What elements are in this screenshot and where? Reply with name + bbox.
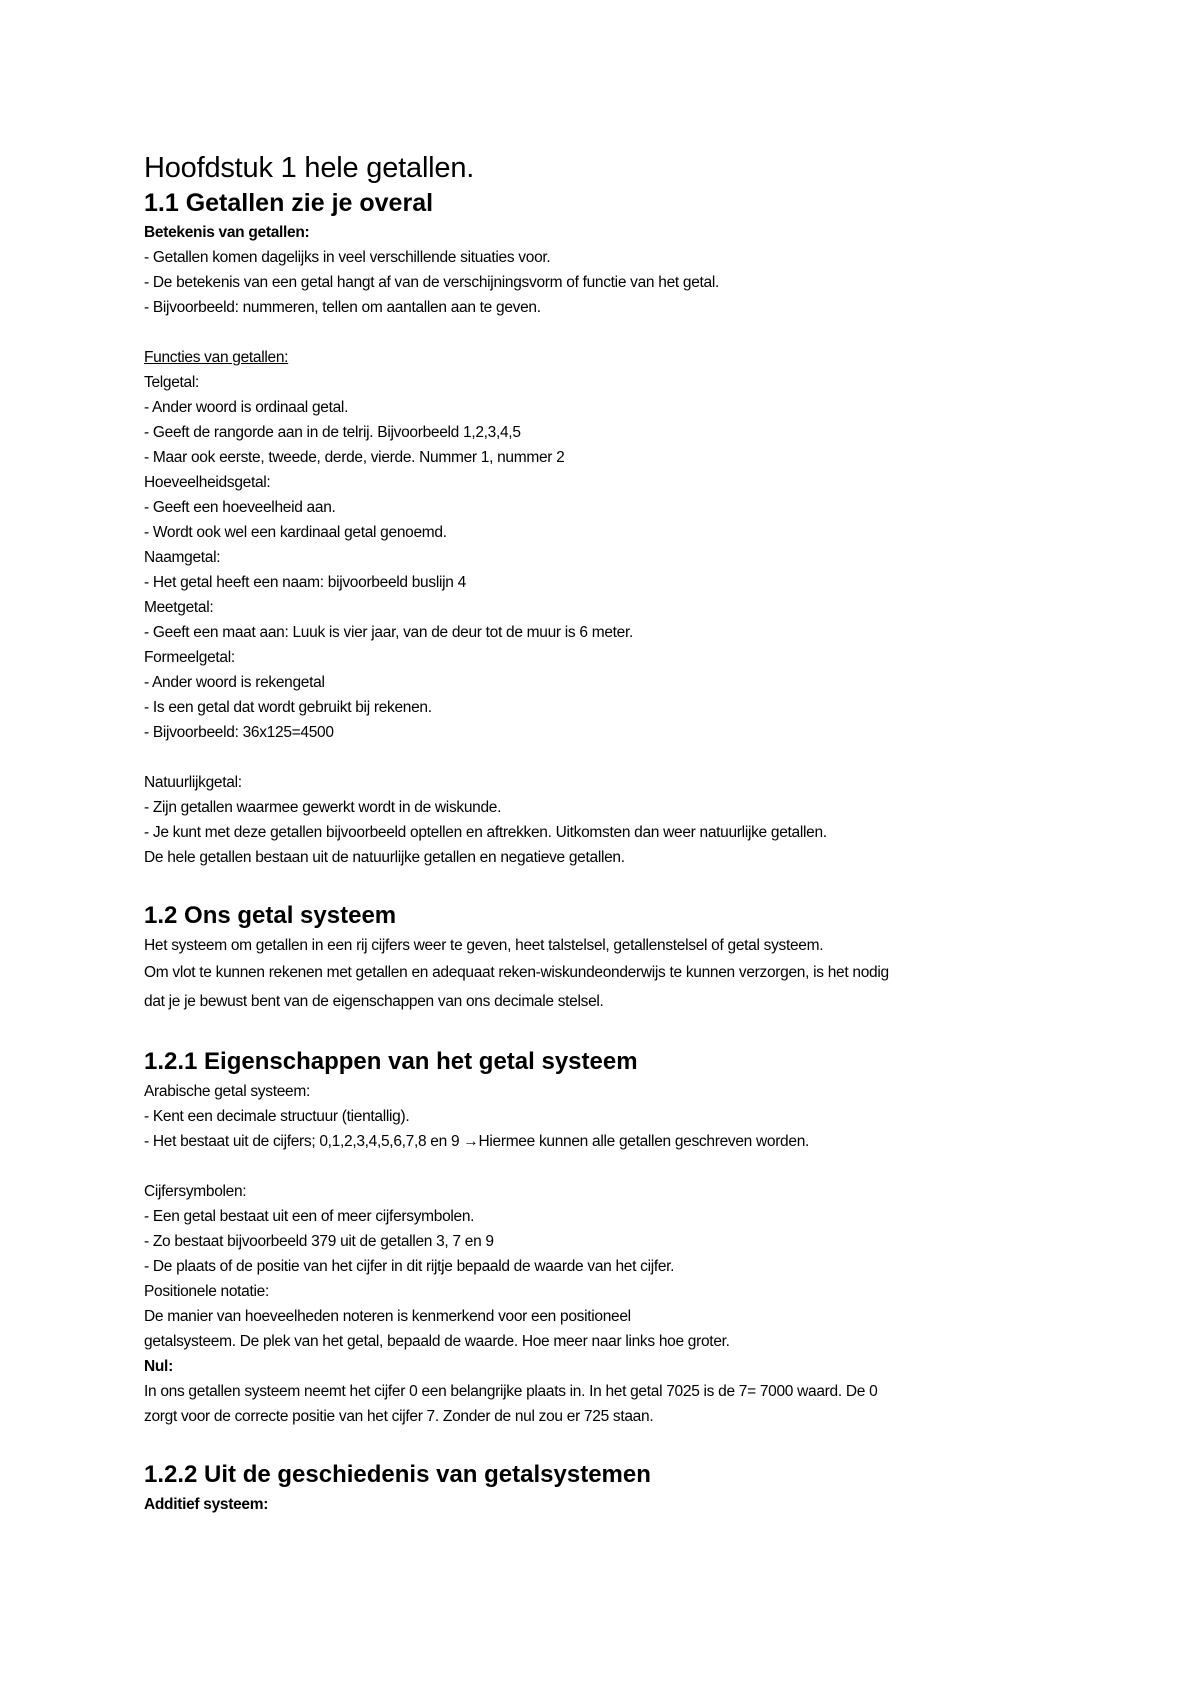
document-content xyxy=(144,150,1084,1517)
list-item: - Geeft een maat aan: Luuk is vier jaar, van de deur tot de muur is 6 meter. xyxy=(144,624,633,641)
spacer xyxy=(144,1429,1084,1458)
list-item: - Bijvoorbeeld: nummeren, tellen om aantallen aan te geven. xyxy=(144,299,541,316)
list-item: - Bijvoorbeeld: 36x125=4500 xyxy=(144,724,334,741)
label-meetgetal: Meetgetal: xyxy=(144,599,214,616)
label-hoeveelheidsgetal: Hoeveelheidsgetal: xyxy=(144,474,271,491)
list-item: - Geeft de rangorde aan in de telrij. Bijvoorbeeld 1,2,3,4,5 xyxy=(144,424,521,441)
label-betekenis: Betekenis van getallen: xyxy=(144,224,310,241)
label-cijfersymbolen: Cijfersymbolen: xyxy=(144,1183,247,1200)
label-arabisch: Arabische getal systeem: xyxy=(144,1083,310,1100)
paragraph-line: getalsysteem. De plek van het getal, bepaald de waarde. Hoe meer naar links hoe groter. xyxy=(144,1333,730,1350)
list-item: - Ander woord is rekengetal xyxy=(144,674,325,691)
spacer xyxy=(144,1016,1084,1045)
list-item: - Ander woord is ordinaal getal. xyxy=(144,399,349,416)
paragraph-line: De manier van hoeveelheden noteren is kenmerkend voor een positioneel xyxy=(144,1308,631,1325)
section-heading-1-1: 1.1 Getallen zie je overal xyxy=(144,189,434,217)
paragraph-line: Het systeem om getallen in een rij cijfers weer te geven, heet talstelsel, getallenstelsel of getal systeem. xyxy=(144,937,824,954)
section-heading-1-2-1: 1.2.1 Eigenschappen van het getal systeem xyxy=(144,1048,638,1075)
spacer xyxy=(144,1154,1084,1179)
list-item: - Kent een decimale structuur (tientallig). xyxy=(144,1108,410,1125)
paragraph-line: Om vlot te kunnen rekenen met getallen en adequaat reken-wiskundeonderwijs te kunnen verzorgen, is het nodig xyxy=(144,964,889,981)
list-item: - Zijn getallen waarmee gewerkt wordt in de wiskunde. xyxy=(144,799,502,816)
list-item: - Maar ook eerste, tweede, derde, vierde. Nummer 1, nummer 2 xyxy=(144,449,565,466)
list-item: - Het bestaat uit de cijfers; 0,1,2,3,4,5,6,7,8 en 9 →Hiermee kunnen alle getallen geschreven worden. xyxy=(144,1133,810,1150)
label-functies: Functies van getallen: xyxy=(144,349,289,366)
list-item: - Is een getal dat wordt gebruikt bij rekenen. xyxy=(144,699,432,716)
list-item: - Je kunt met deze getallen bijvoorbeeld optellen en aftrekken. Uitkomsten dan weer natuurlijke getallen. xyxy=(144,824,827,841)
label-positionele-notatie: Positionele notatie: xyxy=(144,1283,269,1300)
label-natuurlijkgetal: Natuurlijkgetal: xyxy=(144,774,242,791)
section-heading-1-2: 1.2 Ons getal systeem xyxy=(144,902,397,929)
spacer xyxy=(144,870,1084,899)
paragraph-line: In ons getallen systeem neemt het cijfer 0 een belangrijke plaats in. In het getal 7025 is de 7= 7000 waard. De 0 xyxy=(144,1383,878,1400)
list-item: - Een getal bestaat uit een of meer cijfersymbolen. xyxy=(144,1208,475,1225)
list-item: - Geeft een hoeveelheid aan. xyxy=(144,499,336,516)
list-item: - Zo bestaat bijvoorbeeld 379 uit de getallen 3, 7 en 9 xyxy=(144,1233,494,1250)
label-formeelgetal: Formeelgetal: xyxy=(144,649,235,666)
spacer xyxy=(144,745,1084,770)
list-item: - Wordt ook wel een kardinaal getal genoemd. xyxy=(144,524,447,541)
list-item: De hele getallen bestaan uit de natuurlijke getallen en negatieve getallen. xyxy=(144,849,625,866)
list-item: - Getallen komen dagelijks in veel verschillende situaties voor. xyxy=(144,249,551,266)
list-item: - Het getal heeft een naam: bijvoorbeeld buslijn 4 xyxy=(144,574,466,591)
paragraph-line: dat je je bewust bent van de eigenschappen van ons decimale stelsel. xyxy=(144,993,604,1010)
section-heading-1-2-2: 1.2.2 Uit de geschiedenis van getalsystemen xyxy=(144,1461,651,1488)
label-nul: Nul: xyxy=(144,1358,173,1375)
label-additief: Additief systeem: xyxy=(144,1496,269,1513)
label-telgetal: Telgetal: xyxy=(144,374,200,391)
list-item: - De plaats of de positie van het cijfer in dit rijtje bepaald de waarde van het cijfer. xyxy=(144,1258,675,1275)
label-naamgetal: Naamgetal: xyxy=(144,549,221,566)
spacer xyxy=(144,320,1084,345)
list-item: - De betekenis van een getal hangt af van de verschijningsvorm of functie van het getal. xyxy=(144,274,720,291)
chapter-title: Hoofdstuk 1 hele getallen. xyxy=(144,152,475,184)
paragraph-line: zorgt voor de correcte positie van het cijfer 7. Zonder de nul zou er 725 staan. xyxy=(144,1408,654,1425)
